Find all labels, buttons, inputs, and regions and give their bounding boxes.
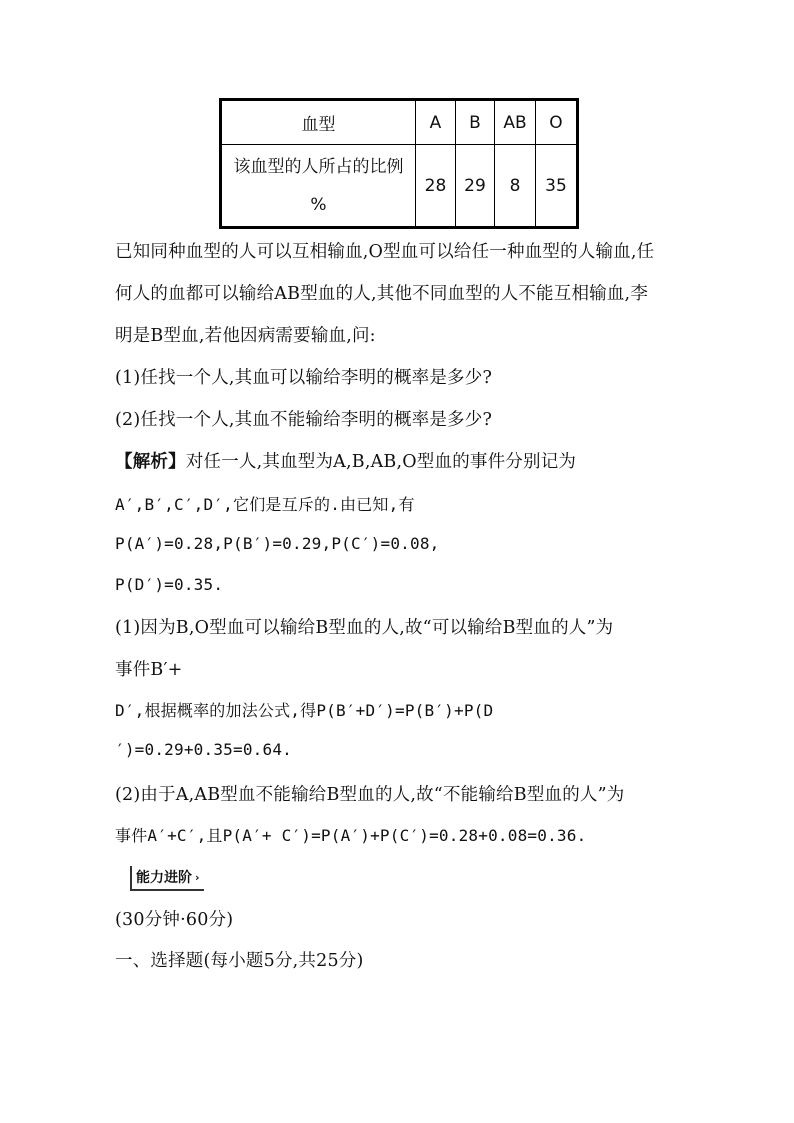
solution-line: A′,B′,C′,D′,它们是互斥的.由已知,有 <box>115 495 415 514</box>
solution-text: 对任一人,其血型为A,B,AB,O型血的事件分别记为 <box>185 452 577 472</box>
table-cell: 35 <box>536 145 578 228</box>
table-cell: 8 <box>495 145 536 228</box>
table-header-cell: O <box>536 100 578 145</box>
table-header-cell: B <box>456 100 495 145</box>
question-2: (2)任找一个人,其血不能输给李明的概率是多少? <box>115 410 493 430</box>
table-header-row <box>221 100 578 145</box>
part-heading: 一、选择题(每小题5分,共25分) <box>115 951 364 971</box>
chevron-right-icon: › <box>195 870 200 884</box>
row-label-line1: 该血型的人所占的比例 <box>233 156 404 177</box>
section-badge <box>130 866 204 891</box>
solution-line <box>115 448 576 473</box>
row-label-line2: % <box>310 194 327 215</box>
table-header-cell: 血型 <box>221 100 416 145</box>
solution-line: P(D′)=0.35. <box>115 575 224 594</box>
solution-line: 事件B′+ <box>115 660 183 680</box>
solution-line: 事件A′+C′,且P(A′+ C′)=P(A′)+P(C′)=0.28+0.08=0.36. <box>115 826 587 845</box>
solution-line: (2)由于A,AB型血不能输给B型血的人,故“不能输给B型血的人”为 <box>115 785 625 805</box>
table-row-label <box>221 145 416 228</box>
solution-line: P(A′)=0.28,P(B′)=0.29,P(C′)=0.08, <box>115 534 440 553</box>
time-score-line: (30分钟·60分) <box>115 910 234 930</box>
table-header-cell: A <box>416 100 456 145</box>
problem-line: 何人的血都可以输给AB型血的人,其他不同血型的人不能互相输血,李 <box>115 284 649 304</box>
section-badge-label: 能力进阶 <box>136 870 192 886</box>
question-1: (1)任找一个人,其血可以输给李明的概率是多少? <box>115 368 493 388</box>
table-row <box>221 145 578 228</box>
table-cell: 29 <box>456 145 495 228</box>
table-header-cell: AB <box>495 100 536 145</box>
table-cell: 28 <box>416 145 456 228</box>
problem-line: 已知同种血型的人可以互相输血,O型血可以给任一种血型的人输血,任 <box>115 242 655 262</box>
blood-type-table <box>219 98 579 229</box>
solution-line: D′,根据概率的加法公式,得P(B′+D′)=P(B′)+P(D <box>115 701 494 720</box>
solution-line: ′)=0.29+0.35=0.64. <box>115 740 292 759</box>
solution-label: 【解析】 <box>115 452 186 472</box>
solution-line: (1)因为B,O型血可以输给B型血的人,故“可以输给B型血的人”为 <box>115 618 614 638</box>
problem-line: 明是B型血,若他因病需要输血,问: <box>115 326 376 346</box>
